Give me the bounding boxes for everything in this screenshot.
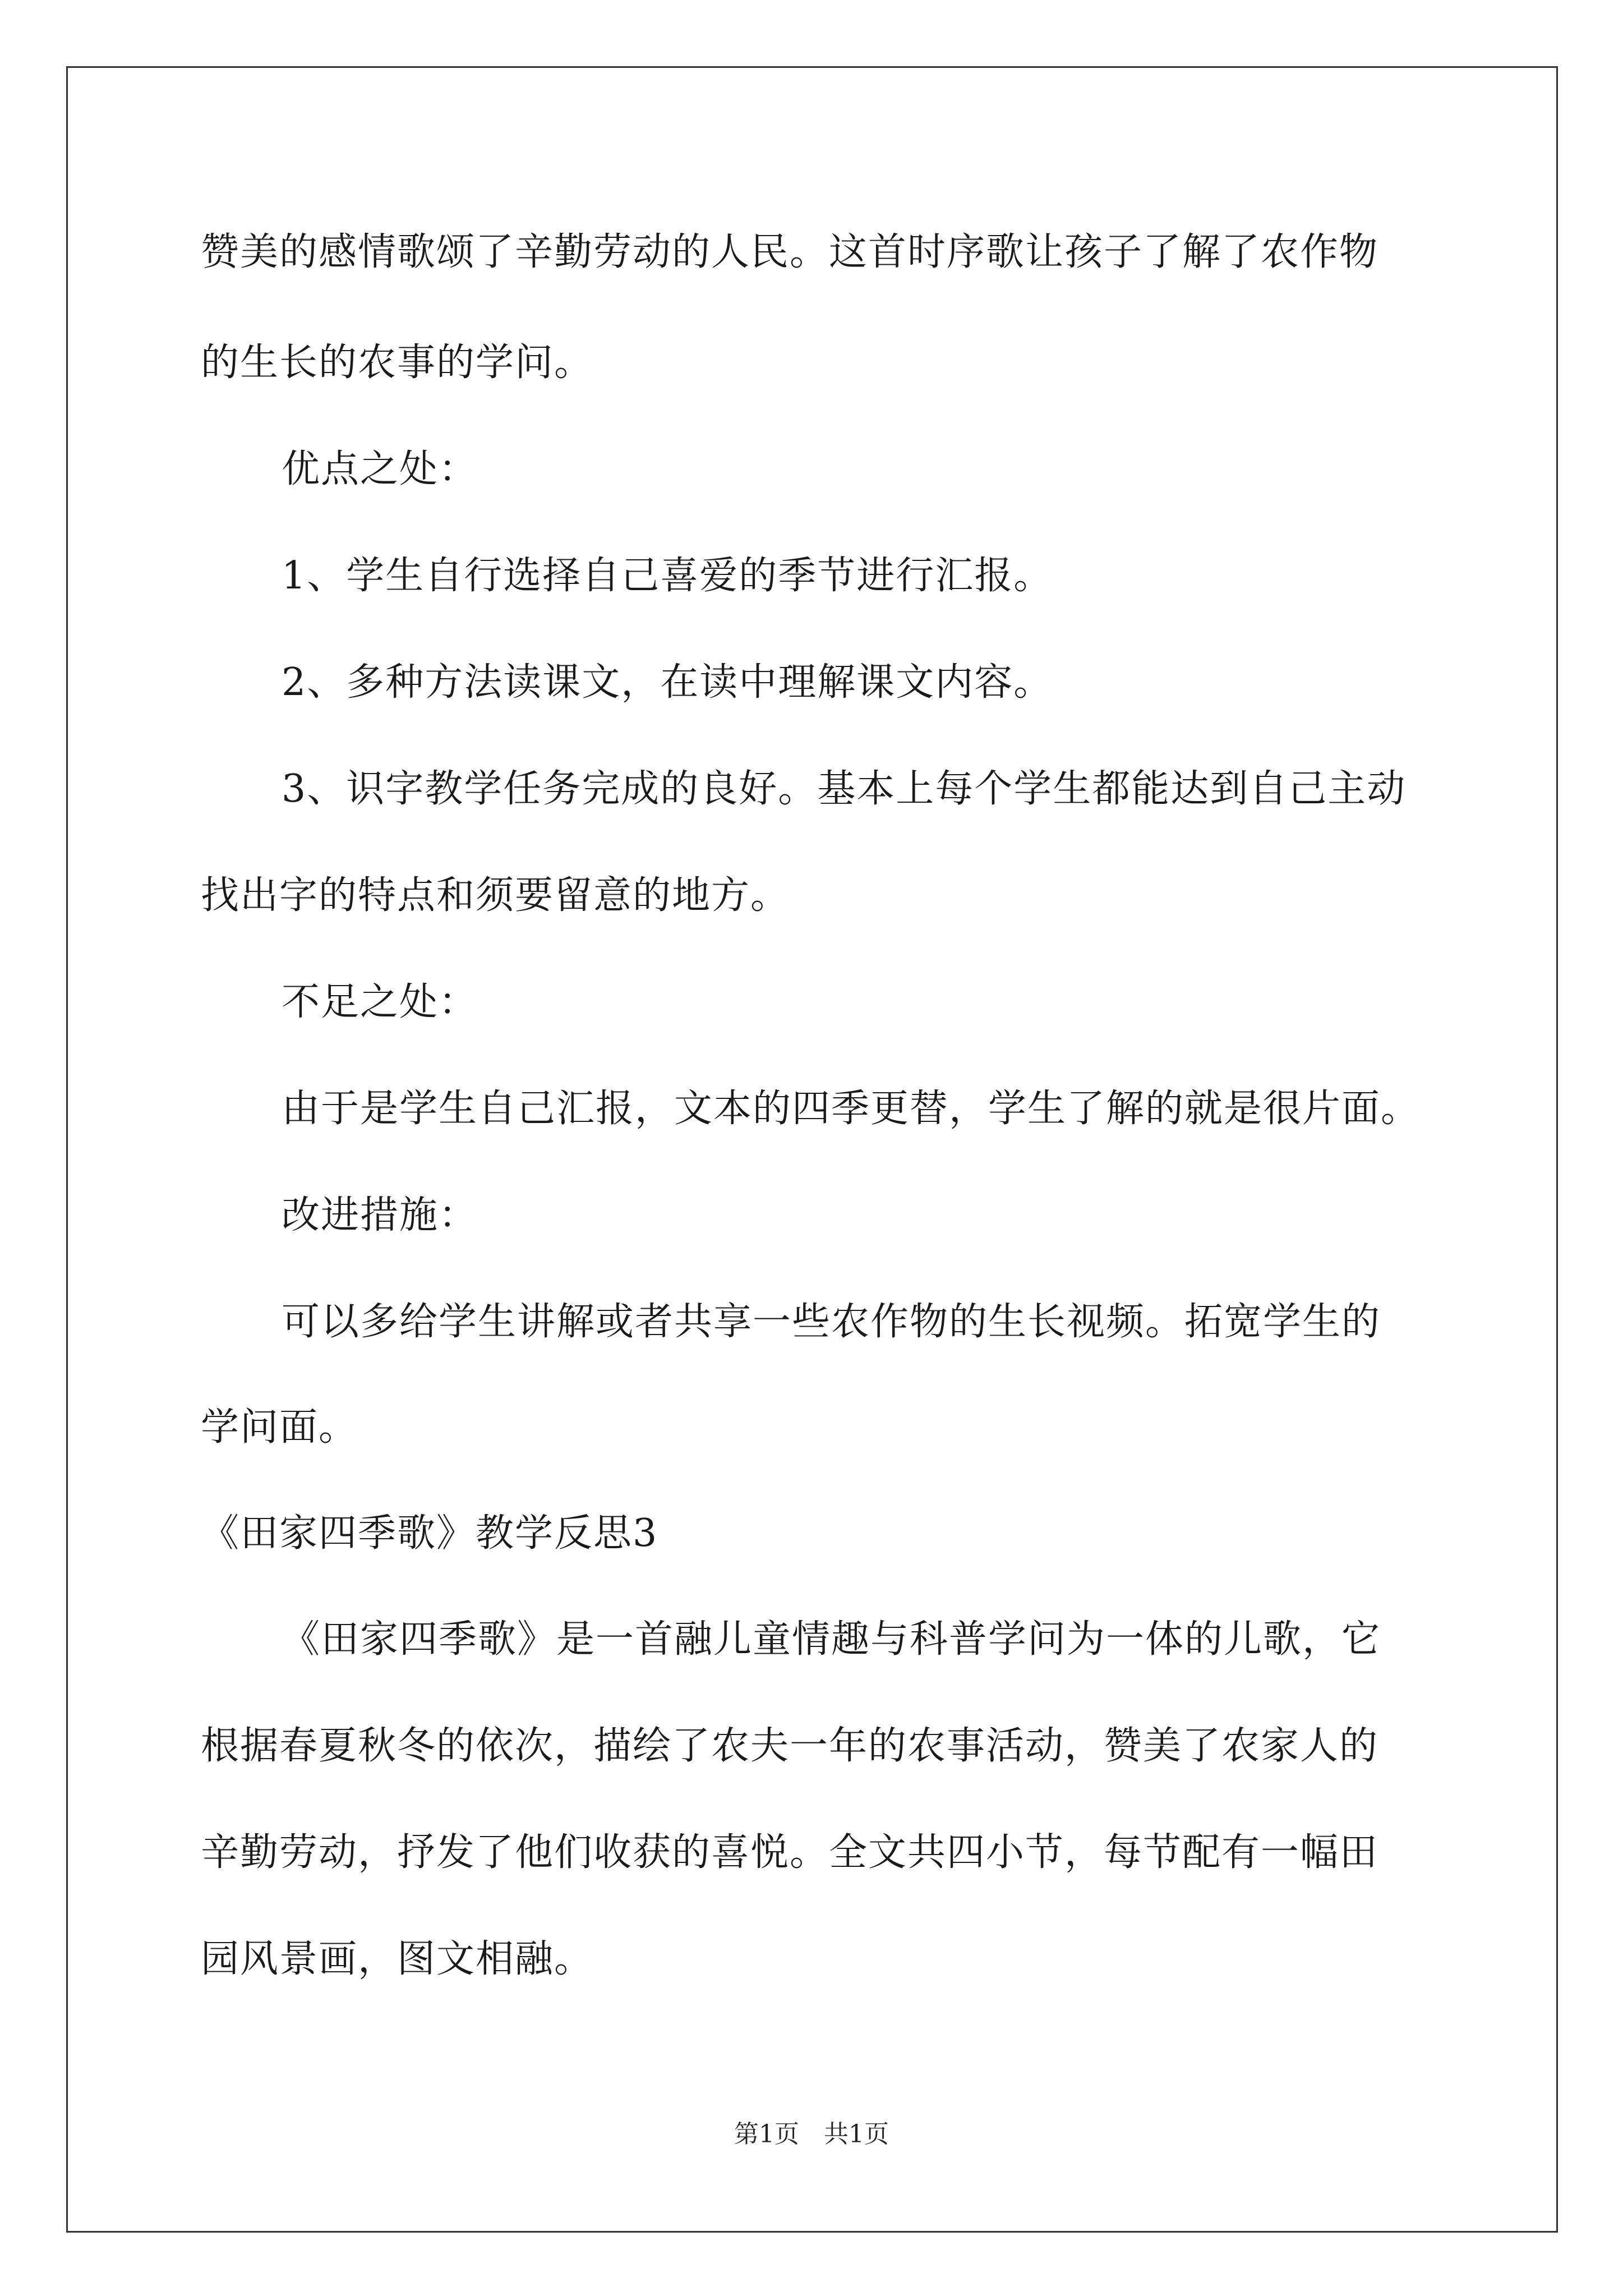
text-line: 可以多给学生讲解或者共享一些农作物的生长视频。拓宽学生的: [282, 1300, 1381, 1344]
page-border: [66, 66, 1558, 2233]
text-line: 找出字的特点和须要留意的地方。: [201, 873, 790, 918]
text-line: 《田家四季歌》是一首融儿童情趣与科普学问为一体的儿歌，它: [282, 1617, 1381, 1662]
text-line: 的生长的农事的学问。: [201, 341, 594, 385]
section-heading-improvements: 改进措施：: [282, 1193, 478, 1237]
list-item: 1、学生自行选择自己喜爱的季节进行汇报。: [282, 554, 1053, 598]
list-item: 2、多种方法读课文，在读中理解课文内容。: [282, 660, 1053, 705]
list-item: 3、识字教学任务完成的良好。基本上每个学生都能达到自己主动: [282, 767, 1407, 811]
article-title: 《田家四季歌》教学反思3: [201, 1511, 658, 1556]
text-line: 园风景画，图文相融。: [201, 1937, 594, 1981]
text-line: 学问面。: [201, 1405, 358, 1450]
text-line: 赞美的感情歌颂了辛勤劳动的人民。这首时序歌让孩子了解了农作物: [201, 230, 1379, 274]
text-line: 由于是学生自己汇报，文本的四季更替，学生了解的就是很片面。: [282, 1087, 1421, 1131]
page-footer: 第1页 共1页: [734, 2120, 889, 2148]
text-line: 辛勤劳动，抒发了他们收获的喜悦。全文共四小节，每节配有一幅田: [201, 1830, 1379, 1875]
section-heading-strengths: 优点之处：: [282, 447, 478, 491]
text-line: 根据春夏秋冬的依次，描绘了农夫一年的农事活动，赞美了农家人的: [201, 1724, 1379, 1768]
section-heading-weaknesses: 不足之处：: [282, 980, 478, 1024]
